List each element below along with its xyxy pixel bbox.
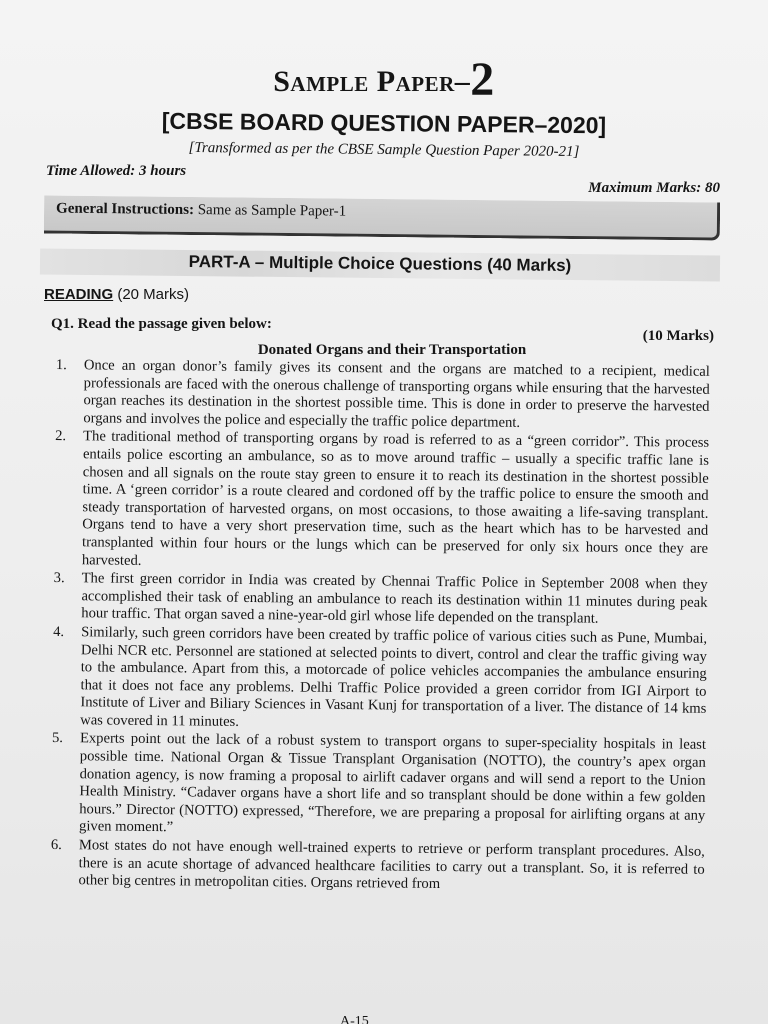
- paragraph-number: 1.: [55, 357, 67, 374]
- passage-body: [50, 357, 710, 898]
- paragraph: [52, 624, 707, 736]
- paragraph-number: 5.: [51, 730, 64, 747]
- paragraph-text: Experts point out the lack of a robust system to transport organs to super-speciality hospitals in least possible time. National Organ & Tissue Transplant Organisation (NOTTO), the country’s apex organ donation agency, is now framing a proposal to airlift cadaver organs and will send a report to the Union Health Ministry. “Cadaver organs have a short life and so transplant should be done within a few golden hours.” Director (NOTTO) expressed, “Therefore, we are preparing a proposal for airlifting organs at any given moment.”: [78, 730, 707, 836]
- paragraph-number: 6.: [50, 837, 62, 854]
- paragraph-number: 2.: [55, 428, 67, 445]
- time-allowed: Time Allowed: 3 hours: [46, 163, 187, 179]
- paragraph: [50, 837, 705, 897]
- maximum-marks: Maximum Marks: 80: [588, 180, 720, 196]
- paper-subtitle: [CBSE BOARD QUESTION PAPER–2020]: [161, 107, 607, 139]
- paper-number: 2: [470, 53, 495, 106]
- paragraph: [54, 428, 709, 576]
- paragraph-text: Once an organ donor’s family gives its consent and the organs are matched to a recipient, medical professionals are faced with the onerous challenge of transporting organs while ensuring that the harvested organ reaches its destination in the shortest possible time. This is done in order to preserve the harvested organs and involves the police and especially the traffic police department.: [83, 357, 710, 431]
- paragraph-number: 4.: [53, 623, 65, 641]
- general-instructions-box: [44, 195, 720, 240]
- paragraph: [55, 357, 710, 434]
- paragraph-text: The traditional method of transporting organs by road is referred to as a “green corridor”. This process entails police escorting an ambulance, so as to move around traffic – usually a specific traffic lane is chosen and all signals on the route stay green to ensure it to reach its destination in the shortest possible time. A ‘green corridor’ is a route cleared and cordoned off by the traffic police to ensure the smooth and steady transportation of harvested organs, on most occasions, to those awaiting a life-saving transplant. Organs tend to have a very short preservation time, such as the heart which has to be harvested and transplanted within four hours or the lungs which can be preserved for only six hours once they are harvested.: [81, 428, 710, 569]
- question-marks: (10 Marks): [642, 328, 714, 344]
- paper-title-text: Sample Paper–: [273, 65, 471, 98]
- passage-title: Donated Organs and their Transportation: [257, 342, 527, 358]
- general-instructions-text: Same as Sample Paper-1: [193, 202, 347, 220]
- section-name: READING: [44, 286, 114, 303]
- paragraph: [51, 730, 706, 842]
- question-label: Q1. Read the passage given below:: [51, 316, 272, 332]
- transformed-note: [Transformed as per the CBSE Sample Question Paper 2020-21]: [188, 139, 580, 161]
- paper-title: [0, 52, 768, 107]
- section-heading: [44, 286, 189, 303]
- section-marks: (20 Marks): [113, 286, 190, 303]
- paragraph-number: 3.: [53, 570, 65, 587]
- paragraph: [53, 570, 708, 630]
- paragraph-text: Most states do not have enough well-trained experts to retrieve or perform transplant procedures. Also, there is an acute shortage of advanced healthcare facilities to carry out a transplant. So, it is referred to other big centres in metropolitan cities. Organs retrieved from: [78, 837, 705, 893]
- page-number: A-15: [340, 1014, 369, 1024]
- paragraph-text: Similarly, such green corridors have been created by traffic police of various cities such as Pune, Mumbai, Delhi NCR etc. Personnel are stationed at selected points to divert, control and clear the traffic giving way to the ambulance. Apart from this, a motorcade of police vehicles accompanies the ambulance ensuring that it does not face any problems. Delhi Traffic Police provided a green corridor from IGI Airport to Institute of Liver and Biliary Sciences in Vasant Kunj for transportation of a liver. The distance of 14 kms was covered in 11 minutes.: [80, 624, 708, 730]
- part-a-heading: PART-A – Multiple Choice Questions (40 Marks): [40, 248, 720, 281]
- paragraph-text: The first green corridor in India was created by Chennai Traffic Police in September 2008 when they accomplished their task of enabling an ambulance to reach its destination within 11 minutes during peak hour traffic. That organ saved a nine-year-old girl whose life depended on the transplant.: [81, 570, 708, 628]
- general-instructions-label: General Instructions:: [55, 200, 195, 219]
